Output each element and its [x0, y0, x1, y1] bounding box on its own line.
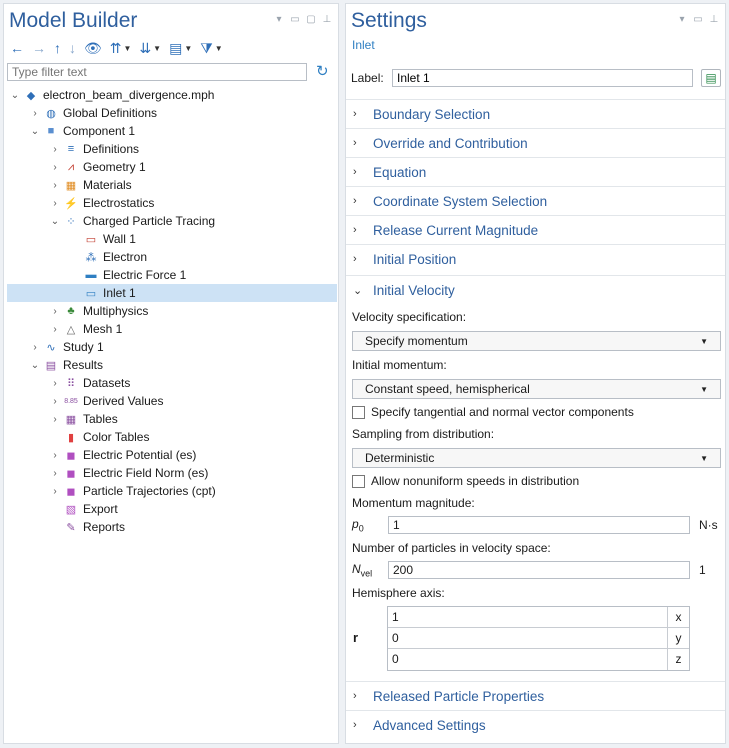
- section-initial-velocity[interactable]: [346, 275, 725, 304]
- checkbox-label: Allow nonuniform speeds in distribution: [371, 474, 580, 488]
- chevron-right-icon[interactable]: ›: [33, 341, 37, 353]
- tree-node[interactable]: [7, 140, 337, 158]
- r-symbol: r: [353, 630, 359, 645]
- select-value: Constant speed, hemispherical: [365, 382, 530, 396]
- tree-node[interactable]: [7, 212, 337, 230]
- minimize-icon[interactable]: ▭: [693, 14, 703, 25]
- nvel-row: [352, 561, 724, 579]
- particle-tracing-icon: ⁘: [66, 215, 76, 228]
- hemisphere-label: Hemisphere axis:: [352, 586, 445, 600]
- section-coordinate-system-selection[interactable]: [346, 186, 725, 215]
- tree-node[interactable]: [7, 482, 337, 500]
- tree-node[interactable]: [7, 284, 337, 302]
- velocity-spec-label: Velocity specification:: [352, 310, 467, 324]
- chevron-down-icon[interactable]: ⌄: [10, 89, 20, 101]
- tree-node[interactable]: [7, 302, 337, 320]
- nonuniform-checkbox-row[interactable]: [352, 474, 579, 488]
- show-icon[interactable]: 👁: [84, 39, 102, 56]
- chevron-right-icon[interactable]: ›: [53, 143, 57, 155]
- settings-panel: [345, 3, 726, 744]
- section-initial-position[interactable]: [346, 244, 725, 273]
- chevron-right-icon[interactable]: ›: [53, 323, 57, 335]
- tree-node[interactable]: [7, 410, 337, 428]
- p0-row: [352, 516, 724, 534]
- axis-component-label: z: [667, 649, 689, 670]
- definitions-icon: ≡: [67, 143, 75, 155]
- model-tree-node-text-icon[interactable]: ▤ ▼: [169, 39, 193, 56]
- tree-node[interactable]: [7, 338, 337, 356]
- section-released-particle-properties[interactable]: [346, 681, 725, 710]
- tree-node-label: Materials: [83, 178, 132, 192]
- dropdown-arrow-icon: ▼: [700, 336, 708, 346]
- move-down-icon[interactable]: ↓: [69, 40, 76, 56]
- section-release-current-magnitude[interactable]: [346, 215, 725, 244]
- chevron-down-icon[interactable]: ⌄: [30, 125, 40, 137]
- pin-icon[interactable]: ⊥: [709, 14, 719, 25]
- tree-node-label: Derived Values: [83, 394, 164, 408]
- chevron-right-icon: ›: [353, 108, 357, 120]
- tree-node[interactable]: [7, 464, 337, 482]
- tree-node-label: Mesh 1: [83, 322, 123, 336]
- chevron-right-icon[interactable]: ›: [53, 305, 57, 317]
- model-builder-toolbar: [8, 38, 225, 58]
- edit-label-icon[interactable]: ▤: [701, 69, 721, 87]
- settings-title: Settings: [351, 9, 427, 32]
- initial-momentum-select[interactable]: [352, 379, 721, 399]
- nvel-symbol: $N_{vel}$: [352, 561, 373, 579]
- section-title: Initial Velocity: [373, 282, 455, 298]
- p0-symbol: $p_0$: [352, 516, 364, 534]
- axis-row: [388, 607, 689, 628]
- wall-icon: ▭: [85, 233, 97, 246]
- label-caption: Label:: [351, 71, 384, 85]
- tree-node[interactable]: [7, 104, 337, 122]
- chevron-right-icon[interactable]: ›: [53, 179, 57, 191]
- mesh-icon: △: [66, 323, 76, 336]
- chevron-right-icon[interactable]: ›: [53, 161, 57, 173]
- chevron-right-icon: ›: [353, 719, 357, 731]
- tree-node-label: Definitions: [83, 142, 140, 156]
- datasets-icon: ⠿: [66, 377, 76, 390]
- tree-node-label: Study 1: [63, 340, 104, 354]
- chevron-right-icon[interactable]: ›: [53, 467, 57, 479]
- tree-node[interactable]: [7, 518, 337, 536]
- tree-node-label: Tables: [83, 412, 118, 426]
- forward-arrow-icon[interactable]: →: [32, 40, 46, 56]
- tree-node-label: Reports: [83, 520, 126, 534]
- momentum-magnitude-label: Momentum magnitude:: [352, 496, 475, 510]
- tree-node-label: Particle Trajectories (cpt): [83, 484, 216, 498]
- tree-node[interactable]: [7, 392, 337, 410]
- study-icon: ∿: [46, 341, 56, 354]
- globe-icon: ◍: [46, 107, 56, 120]
- section-title: Boundary Selection: [373, 106, 491, 122]
- tree-node-label: Color Tables: [83, 430, 150, 444]
- chevron-right-icon[interactable]: ›: [33, 107, 37, 119]
- section-boundary-selection[interactable]: [346, 99, 725, 128]
- back-arrow-icon[interactable]: ←: [10, 40, 24, 56]
- model-builder-panel: [3, 3, 339, 744]
- reports-icon: ✎: [66, 521, 76, 534]
- p0-unit: N·s: [699, 518, 718, 532]
- chevron-right-icon: ›: [353, 224, 357, 236]
- tree-node[interactable]: [7, 446, 337, 464]
- tree-node-label: Global Definitions: [63, 106, 158, 120]
- tree-node[interactable]: [7, 122, 337, 140]
- velocity-spec-select[interactable]: [352, 331, 721, 351]
- tree-node-label: Electric Force 1: [103, 268, 187, 282]
- menu-icon[interactable]: ▾: [679, 14, 685, 25]
- nvel-unit: 1: [699, 563, 706, 577]
- tree-node[interactable]: [7, 320, 337, 338]
- axis-value-input[interactable]: 0: [392, 652, 399, 666]
- chevron-right-icon[interactable]: ›: [53, 395, 57, 407]
- section-title: Equation: [373, 164, 427, 180]
- tree-node-label: Multiphysics: [83, 304, 149, 318]
- chevron-right-icon[interactable]: ›: [53, 449, 57, 461]
- plot-group-icon: ◼: [66, 485, 76, 498]
- chevron-right-icon: ›: [353, 137, 357, 149]
- window-buttons: [677, 14, 719, 25]
- derived-values-icon: 8.85: [64, 397, 78, 405]
- geometry-icon: ⩘: [67, 160, 75, 173]
- tree-node[interactable]: [7, 500, 337, 518]
- minimize-icon[interactable]: ▭: [290, 14, 300, 25]
- chevron-right-icon[interactable]: ›: [53, 485, 57, 497]
- tree-node[interactable]: [7, 266, 337, 284]
- tree-node-label: Component 1: [63, 124, 136, 138]
- maximize-icon[interactable]: ▢: [306, 14, 316, 25]
- tree-node[interactable]: [7, 194, 337, 212]
- tree-node[interactable]: [7, 428, 337, 446]
- chevron-down-icon: ⌄: [353, 284, 363, 297]
- tree-node[interactable]: [7, 356, 337, 374]
- settings-subtitle: Inlet: [352, 38, 375, 52]
- section-equation[interactable]: [346, 157, 725, 186]
- section-title: Coordinate System Selection: [373, 193, 548, 209]
- section-title: Override and Contribution: [373, 135, 528, 151]
- refresh-icon[interactable]: ↻: [316, 63, 329, 80]
- nonuniform-checkbox[interactable]: [352, 475, 365, 488]
- expand-sections-icon[interactable]: ⇈ ▼: [109, 39, 132, 56]
- tree-node-label: electron_beam_divergence.mph: [43, 88, 215, 102]
- chevron-right-icon: ›: [353, 166, 357, 178]
- chevron-down-icon[interactable]: ⌄: [50, 215, 60, 227]
- section-title: Initial Position: [373, 251, 457, 267]
- hemisphere-axis-table: [387, 606, 690, 671]
- checkbox-label: Specify tangential and normal vector components: [371, 405, 634, 419]
- model-tree: [7, 86, 337, 536]
- tree-node-label: Inlet 1: [103, 286, 136, 300]
- plot-group-icon: ◼: [66, 467, 76, 480]
- collapse-sections-icon[interactable]: ⇊ ▼: [139, 39, 162, 56]
- chevron-down-icon[interactable]: ⌄: [30, 359, 40, 371]
- tables-icon: ▦: [65, 413, 77, 426]
- results-icon: ▤: [45, 359, 57, 372]
- model-file-icon: ◆: [26, 89, 36, 102]
- electron-icon: ⁂: [85, 251, 97, 264]
- tree-node-label: Charged Particle Tracing: [83, 214, 216, 228]
- axis-component-label: y: [667, 628, 689, 648]
- select-value: Deterministic: [365, 451, 435, 465]
- tree-node-label: Datasets: [83, 376, 131, 390]
- multiphysics-icon: ♣: [67, 305, 75, 317]
- axis-value-input[interactable]: 1: [392, 610, 399, 624]
- funnel-icon[interactable]: ⧩ ▼: [200, 39, 223, 56]
- axis-row: [388, 628, 689, 649]
- export-icon: ▧: [65, 503, 77, 516]
- nvel-input[interactable]: 200: [388, 561, 690, 579]
- component-icon: ■: [47, 125, 55, 137]
- tree-node-label: Results: [63, 358, 104, 372]
- select-value: Specify momentum: [365, 334, 468, 348]
- model-builder-title: Model Builder: [9, 9, 138, 32]
- color-tables-icon: ▮: [67, 431, 75, 444]
- tree-node-label: Electrostatics: [83, 196, 155, 210]
- p0-input[interactable]: 1: [388, 516, 690, 534]
- section-override-and-contribution[interactable]: [346, 128, 725, 157]
- materials-icon: ▦: [65, 179, 77, 192]
- tree-node-label: Electron: [103, 250, 148, 264]
- menu-icon[interactable]: ▾: [276, 14, 282, 25]
- axis-row: [388, 649, 689, 670]
- move-up-icon[interactable]: ↑: [54, 40, 61, 56]
- section-advanced-settings[interactable]: [346, 710, 725, 739]
- inlet-icon: ▭: [85, 287, 97, 300]
- tree-node-label: Wall 1: [103, 232, 136, 246]
- label-field[interactable]: [392, 69, 693, 87]
- tree-node-label: Electric Field Norm (es): [83, 466, 209, 480]
- sampling-select[interactable]: [352, 448, 721, 468]
- pin-icon[interactable]: ⊥: [322, 14, 332, 25]
- dropdown-arrow-icon: ▼: [700, 453, 708, 463]
- chevron-right-icon: ›: [353, 690, 357, 702]
- electric-force-icon: ▬: [85, 269, 97, 281]
- tangential-checkbox-row[interactable]: [352, 405, 634, 419]
- tree-node[interactable]: [7, 158, 337, 176]
- tree-node[interactable]: [7, 374, 337, 392]
- tree-node[interactable]: [7, 176, 337, 194]
- dropdown-arrow-icon: ▼: [700, 384, 708, 394]
- window-buttons: [274, 14, 332, 25]
- chevron-right-icon[interactable]: ›: [53, 377, 57, 389]
- section-title: Advanced Settings: [373, 717, 486, 733]
- particles-label: Number of particles in velocity space:: [352, 541, 551, 555]
- tree-node[interactable]: [7, 248, 337, 266]
- chevron-right-icon: ›: [353, 253, 357, 265]
- plot-group-icon: ◼: [66, 449, 76, 462]
- initial-momentum-label: Initial momentum:: [352, 358, 447, 372]
- tree-node-label: Geometry 1: [83, 160, 146, 174]
- section-title: Release Current Magnitude: [373, 222, 539, 238]
- axis-value-input[interactable]: 0: [392, 631, 399, 645]
- tree-node-label: Export: [83, 502, 118, 516]
- tree-node[interactable]: [7, 86, 337, 104]
- label-row: [351, 69, 723, 87]
- chevron-right-icon[interactable]: ›: [53, 413, 57, 425]
- tree-node-label: Electric Potential (es): [83, 448, 197, 462]
- tree-node[interactable]: [7, 230, 337, 248]
- tangential-checkbox[interactable]: [352, 406, 365, 419]
- sampling-label: Sampling from distribution:: [352, 427, 495, 441]
- chevron-right-icon[interactable]: ›: [53, 197, 57, 209]
- section-title: Released Particle Properties: [373, 688, 545, 704]
- tree-filter-input[interactable]: [7, 63, 307, 81]
- chevron-right-icon: ›: [353, 195, 357, 207]
- electrostatics-icon: ⚡: [64, 197, 78, 210]
- axis-component-label: x: [667, 607, 689, 627]
